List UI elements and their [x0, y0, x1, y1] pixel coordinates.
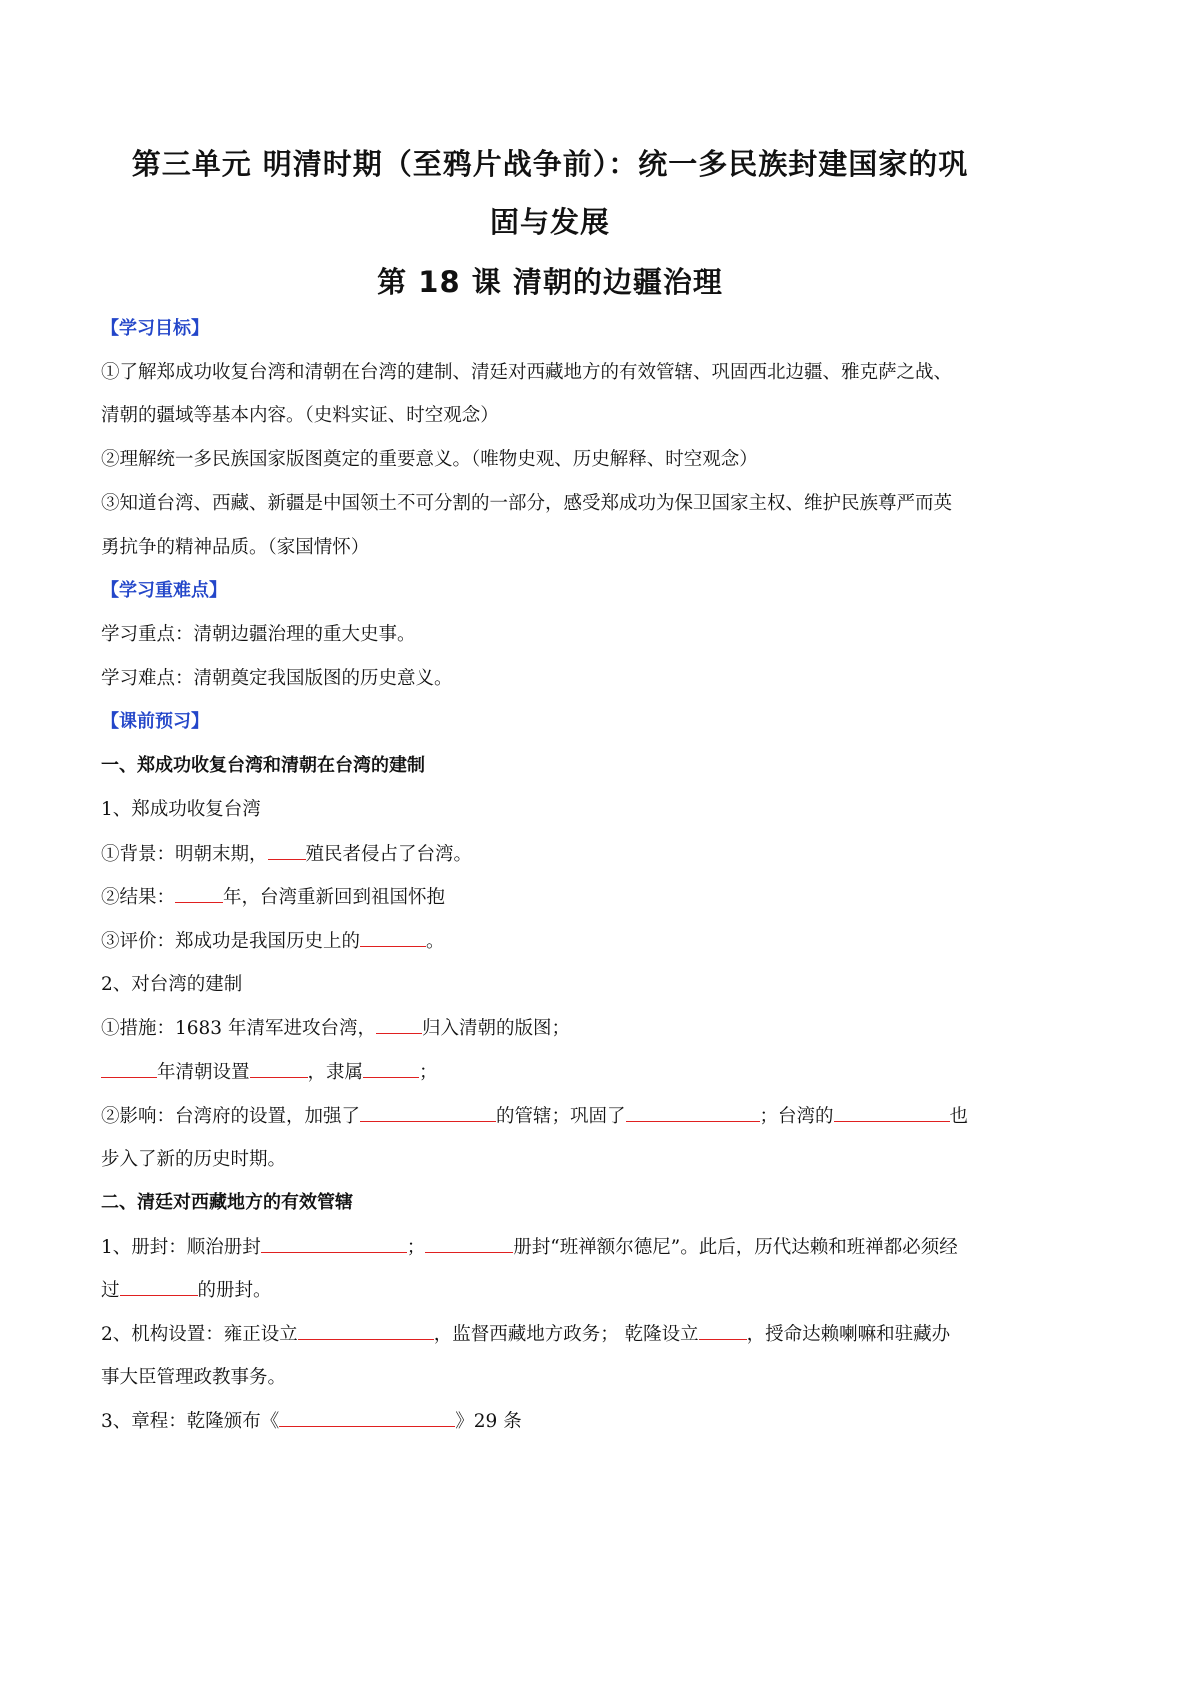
institution-text-a: 2、机构设置：雍正设立 [101, 1324, 298, 1345]
impact-text-a: ②影响：台湾府的设置，加强了 [101, 1106, 361, 1127]
objective-line-5: 勇抗争的精神品质。（家国情怀） [101, 537, 370, 558]
evaluation-text-a: ③评价：郑成功是我国历史上的 [101, 931, 361, 952]
regulation-line [101, 1408, 522, 1435]
blank-field[interactable] [268, 841, 306, 860]
result-text-a: ②结果： [101, 887, 176, 908]
part1-sub1: 1、郑成功收复台湾 [101, 799, 261, 820]
key-points-heading: 【学习重难点】 [101, 580, 227, 601]
regulation-text-a: 3、章程：乾隆颁布《 [101, 1411, 280, 1432]
impact-text-c: ；台湾的 [759, 1106, 834, 1127]
result-line [101, 884, 445, 911]
blank-field[interactable] [363, 1059, 419, 1078]
background-text-b: 殖民者侵占了台湾。 [305, 844, 473, 865]
objectives-heading: 【学习目标】 [101, 318, 209, 339]
institution-text-c: ，授命达赖喇嘛和驻藏办 [746, 1324, 951, 1345]
conferment-text-b: ； [406, 1237, 426, 1258]
blank-field[interactable] [360, 1103, 496, 1122]
blank-field[interactable] [120, 1277, 198, 1296]
part1-title: 一、郑成功收复台湾和清朝在台湾的建制 [101, 755, 425, 776]
blank-field[interactable] [175, 884, 223, 903]
measure2-text-a: 年清朝设置 [157, 1062, 250, 1083]
unit-title-line1: 第三单元 明清时期（至鸦片战争前）：统一多民族封建国家的巩 [131, 147, 969, 181]
conferment-text-a: 1、册封：顺治册封 [101, 1237, 261, 1258]
background-line [101, 841, 472, 868]
objective-line-4: ③知道台湾、西藏、新疆是中国领土不可分割的一部分，感受郑成功为保卫国家主权、维护民族尊严而英 [101, 493, 953, 514]
preview-heading: 【课前预习】 [101, 711, 209, 732]
blank-field[interactable] [834, 1103, 950, 1122]
impact-line-2: 步入了新的历史时期。 [101, 1149, 287, 1170]
impact-line-1 [101, 1103, 968, 1130]
measure2-text-b: ，隶属 [307, 1062, 364, 1083]
measure-line-2 [101, 1059, 438, 1086]
key-point-focus: 学习重点：清朝边疆治理的重大史事。 [101, 624, 416, 645]
lesson-title: 第 18 课 清朝的边疆治理 [377, 265, 723, 299]
blank-field[interactable] [101, 1059, 157, 1078]
objective-line-2: 清朝的疆域等基本内容。（史料实证、时空观念） [101, 405, 499, 426]
blank-field[interactable] [279, 1408, 455, 1427]
institution-line-2: 事大臣管理政教事务。 [101, 1367, 287, 1388]
conferment-line-1 [101, 1234, 958, 1261]
impact-text-b: 的管辖；巩固了 [496, 1106, 626, 1127]
institution-text-b: ，监督西藏地方政务； 乾隆设立 [433, 1324, 699, 1345]
background-text-a: ①背景：明朝末期， [101, 844, 268, 865]
impact-text-d: 也 [949, 1106, 969, 1127]
blank-field[interactable] [626, 1103, 760, 1122]
evaluation-line [101, 928, 445, 955]
evaluation-text-b: 。 [426, 931, 445, 952]
conferment-text-c: 册封“班禅额尔德尼”。此后，历代达赖和班禅都必须经 [513, 1237, 958, 1258]
unit-title-line2: 固与发展 [489, 205, 610, 239]
blank-field[interactable] [298, 1321, 434, 1340]
conferment-line-2 [101, 1277, 272, 1304]
regulation-text-b: 》29 条 [455, 1411, 522, 1432]
conferment-text-e: 的册封。 [197, 1280, 272, 1301]
measure-line-1 [101, 1015, 570, 1042]
blank-field[interactable] [261, 1234, 407, 1253]
part2-title: 二、清廷对西藏地方的有效管辖 [101, 1192, 353, 1213]
conferment-text-d: 过 [101, 1280, 120, 1301]
institution-line-1 [101, 1321, 950, 1348]
part1-sub2: 2、对台湾的建制 [101, 974, 243, 995]
measure-text-a: ①措施：1683 年清军进攻台湾， [101, 1018, 376, 1039]
result-text-b: 年，台湾重新回到祖国怀抱 [223, 887, 446, 908]
blank-field[interactable] [376, 1015, 422, 1034]
key-point-difficulty: 学习难点：清朝奠定我国版图的历史意义。 [101, 668, 453, 689]
measure-text-b: 归入清朝的版图； [421, 1018, 570, 1039]
blank-field[interactable] [250, 1059, 308, 1078]
blank-field[interactable] [360, 928, 426, 947]
objective-line-3: ②理解统一多民族国家版图奠定的重要意义。（唯物史观、历史解释、时空观念） [101, 449, 758, 470]
measure2-text-c: ； [419, 1062, 438, 1083]
blank-field[interactable] [699, 1321, 747, 1340]
blank-field[interactable] [425, 1234, 513, 1253]
objective-line-1: ①了解郑成功收复台湾和清朝在台湾的建制、清廷对西藏地方的有效管辖、巩固西北边疆、雅克萨之战、 [101, 362, 953, 383]
